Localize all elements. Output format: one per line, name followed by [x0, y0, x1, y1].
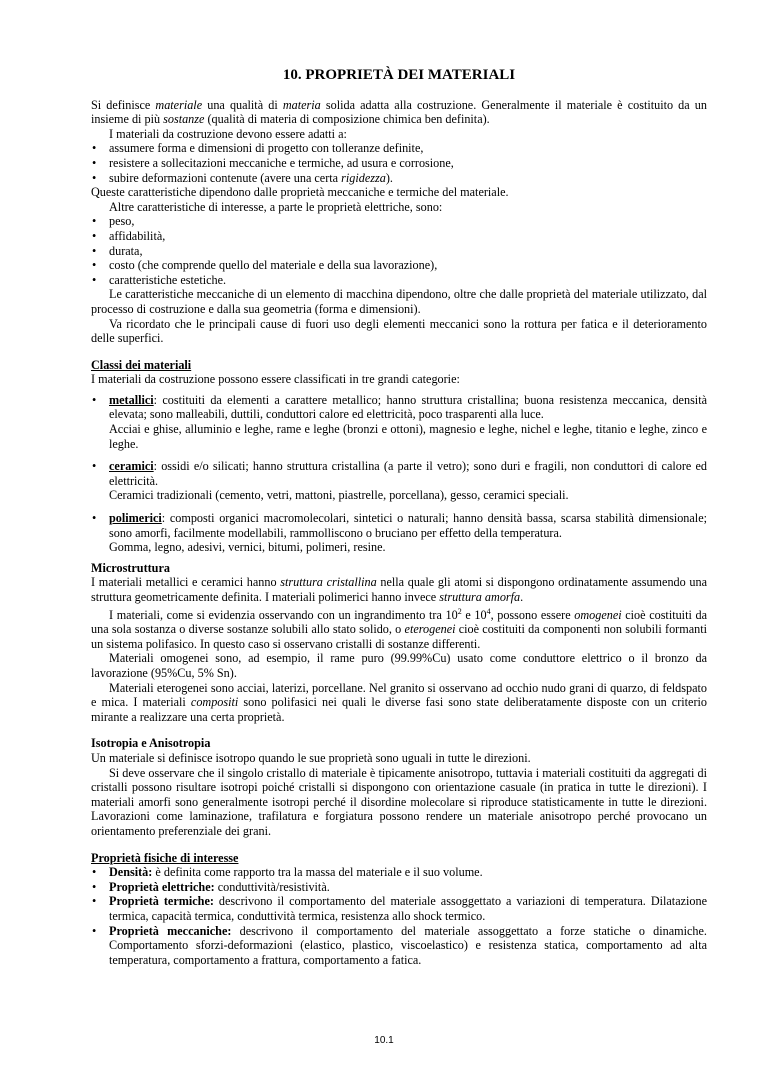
paragraph: Si deve osservare che il singolo cristallo di materiale è tipicamente anisotropo, tuttavia i materiali costituiti da aggregati di cristalli possono risultare isotropi poiché cristalli si dispongono con orientazione casuale (in pratica in tutte le direzioni). I materiali amorfi sono generalmente isotropi perché il disordine molecolare si riproduce statisticamente in tutte le direzioni. Lavorazioni come laminazione, trafilatura e forgiatura possono rendere un materiale anisotropo perché provocano un orientamento preferenziale dei grani. [91, 765, 707, 838]
paragraph: I materiali da costruzione possono essere classificati in tre grandi categorie: [91, 372, 460, 387]
text: sono polifasici nei quali le diverse fasi sono state deliberatamente disposte con un criterio mirante a realizzare una certa proprietà. [91, 695, 707, 724]
text: cioè costituiti da una sola sostanza o diverse sostanze solubili allo stato solido, o [91, 607, 707, 637]
text: solida adatta alla costruzione. Generalmente il materiale è costituito da un insieme di più [91, 97, 707, 127]
paragraph [91, 575, 707, 604]
bullet-icon: • [92, 141, 97, 156]
bullet-icon: • [92, 228, 97, 243]
bullet-icon: • [92, 923, 97, 938]
property-term: Proprietà meccaniche: [109, 923, 232, 938]
property-term: Densità: [109, 865, 153, 880]
section-heading-isotropia: Isotropia e Anisotropia [91, 736, 211, 751]
italic-term: materia [282, 97, 321, 112]
italic-term: struttura cristallina [280, 575, 377, 590]
text: (qualità di materia di composizione chimica ben definita). [204, 112, 490, 127]
characteristics-list [91, 214, 707, 287]
paragraph: Queste caratteristiche dipendono dalle proprietà meccaniche e termiche del materiale. [91, 185, 509, 200]
examples-text: Ceramici tradizionali (cemento, vetri, mattoni, piastrelle, porcellana), gesso, ceramici speciali. [109, 488, 569, 503]
bullet-icon: • [92, 155, 97, 170]
bullet-icon: • [92, 272, 97, 287]
list-item [91, 865, 707, 880]
italic-term: struttura amorfa [439, 590, 521, 604]
section-heading-proprieta-fisiche: Proprietà fisiche di interesse [91, 850, 239, 865]
text: ). [385, 170, 393, 185]
bullet-icon: • [92, 258, 97, 273]
list-item-metallici [91, 393, 707, 451]
text: affidabilità, [109, 228, 166, 243]
list-item [91, 924, 707, 968]
superscript: 2 [457, 606, 462, 616]
text: nella quale gli atomi si dispongono ordinatamente assumendo una struttura geometricamente definita. I materiali polimerici hanno invece [91, 575, 708, 604]
paragraph: Materiali omogenei sono, ad esempio, il rame puro (99.99%Cu) usato come conduttore elettrico o il bronzo da lavorazione (95%Cu, 5% Sn). [91, 651, 707, 681]
text: descrivono il comportamento del materiale assoggettato a forze statiche o dinamiche. Comportamento sforzi-deformazioni (elastico, plastico, viscoelastico) e resistenza statica, comportamento ad alta temperatura, comportamento a frattura, comportamento a fatica. [109, 923, 707, 967]
bullet-icon: • [92, 459, 97, 474]
section-heading-classi: Classi dei materiali [91, 357, 192, 372]
document-page [0, 68, 768, 1092]
paragraph: Va ricordato che le principali cause di fuori uso degli elementi meccanici sono la rottura per fatica e il deterioramento delle superfici. [91, 316, 707, 346]
examples-text: Acciai e ghise, alluminio e leghe, rame e leghe (bronzi e ottoni), magnesio e leghe, nichel e leghe, titanio e leghe, zinco e leghe. [109, 422, 707, 451]
list-item [91, 258, 707, 273]
italic-term: compositi [190, 695, 239, 710]
italic-term: rigidezza [341, 170, 386, 185]
italic-term: sostanze [163, 112, 205, 127]
text: una qualità di [202, 97, 283, 112]
requirements-list [91, 141, 707, 185]
page-title: 10. PROPRIETÀ DEI MATERIALI [282, 67, 516, 83]
text: I materiali metallici e ceramici hanno [91, 575, 281, 590]
property-term: Proprietà termiche: [109, 894, 214, 909]
list-item [91, 894, 707, 923]
text: è definita come rapporto tra la massa del materiale e il suo volume. [152, 865, 483, 880]
class-term: metallici [109, 392, 154, 407]
section-heading-microstruttura: Microstruttura [91, 560, 170, 575]
bullet-icon: • [92, 392, 97, 407]
list-item-polimerici [91, 511, 707, 555]
bullet-icon: • [92, 865, 97, 880]
text: : costituiti da elementi a carattere metallico; hanno struttura cristallina; buona resistenza meccanica, densità elevata; sono malleabili, duttili, conduttori calore ed elettricità, poco trasparenti alla luce. [109, 392, 707, 422]
text: Si definisce [91, 97, 156, 112]
superscript: 4 [486, 606, 491, 616]
bullet-icon: • [92, 879, 97, 894]
class-term: ceramici [109, 459, 154, 474]
examples-text: Gomma, legno, adesivi, vernici, bitumi, polimeri, resine. [109, 540, 386, 555]
list-item [91, 229, 707, 244]
text: . [520, 590, 524, 604]
list-item [91, 214, 707, 229]
list-item [91, 273, 707, 288]
paragraph: Un materiale si definisce isotropo quando le sue proprietà sono uguali in tutte le direzioni. [91, 751, 531, 765]
text: cioè costituiti da componenti non solubili formanti un sistema polifasico. In questo caso si osservano cristalli di sostanze differenti. [91, 622, 707, 651]
page-number: 10.1 [374, 1035, 394, 1046]
bullet-icon: • [92, 170, 97, 185]
intro-paragraph [91, 98, 707, 127]
italic-term: eterogenei [404, 622, 456, 637]
list-item-ceramici [91, 459, 707, 503]
bullet-icon: • [92, 243, 97, 258]
text: descrivono il comportamento del materiale assoggettato a variazioni di temperatura. Dilatazione termica, capacità termica, conduttività termica, resistenza allo shock termico. [109, 894, 707, 923]
paragraph: Le caratteristiche meccaniche di un elemento di macchina dipendono, oltre che dalle proprietà del materiale utilizzato, dal processo di costruzione e dalla sua geometria (forma e dimensioni). [91, 287, 707, 316]
list-item [91, 141, 707, 156]
bullet-icon: • [92, 511, 97, 526]
text: costo (che comprende quello del materiale e della sua lavorazione), [109, 258, 438, 273]
physical-properties-list [91, 865, 707, 967]
property-term: Proprietà elettriche: [109, 879, 215, 894]
list-item [91, 156, 707, 171]
list-item [91, 244, 707, 259]
text: e 10 [461, 607, 487, 622]
italic-term: omogenei [574, 607, 622, 622]
text: peso, [109, 214, 135, 229]
text: durata, [109, 243, 143, 258]
italic-term: materiale [155, 97, 203, 112]
text: : ossidi e/o silicati; hanno struttura cristallina (a parte il vetro); sono duri e fragili, non conduttori di calore ed elettricità. [109, 459, 707, 488]
list-item [91, 880, 707, 895]
text: resistere a sollecitazioni meccaniche e termiche, ad usura e corrosione, [109, 155, 454, 170]
text: : composti organici macromolecolari, sintetici o naturali; hanno densità bassa, scarsa stabilità dimensionale; sono amorfi, facilmente modellabili, rammolliscono o bruciano per effetto della temperatura. [109, 511, 707, 540]
text: assumere forma e dimensioni di progetto con tolleranze definite, [109, 141, 424, 156]
paragraph: Altre caratteristiche di interesse, a parte le proprietà elettriche, sono: [109, 199, 443, 214]
text: I materiali, come si evidenzia osservando con un ingrandimento tra 10 [109, 607, 458, 622]
text: Materiali eterogenei sono acciai, laterizi, porcellane. Nel granito si osservano ad occhio nudo grani di quarzo, di feldspato e mica. I materiali [91, 680, 707, 710]
text: subire deformazioni contenute (avere una certa [109, 170, 342, 185]
paragraph [91, 681, 707, 725]
text: caratteristiche estetiche. [109, 272, 227, 287]
bullet-icon: • [92, 894, 97, 909]
list-item [91, 171, 707, 186]
class-term: polimerici [109, 511, 162, 526]
text: conduttività/resistività. [214, 879, 330, 894]
text: , possono essere [490, 607, 575, 622]
paragraph [91, 605, 707, 652]
bullet-icon: • [92, 214, 97, 229]
classes-list [91, 393, 707, 555]
paragraph: I materiali da costruzione devono essere adatti a: [109, 126, 347, 141]
